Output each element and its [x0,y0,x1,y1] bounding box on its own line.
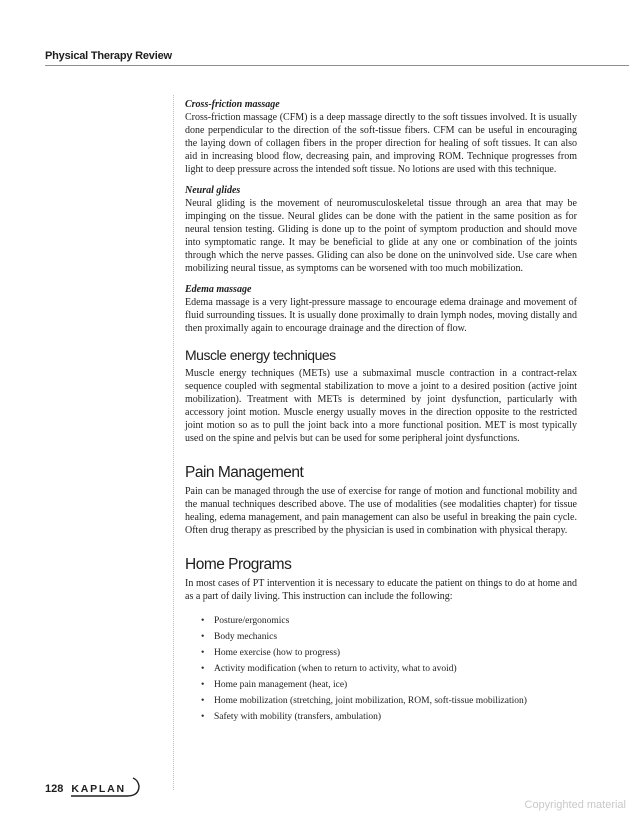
pain-management-paragraph: Pain can be managed through the use of exercise for range of motion and functional mobility and the manual techniques described above. The use of modalities (see modalities chapter) for tissue healing, edema management, and pain management can also be useful in breaking the pain cycle. Often drug therapy as prescribed by the physician is used in combination with physical therapy. [185,486,577,536]
list-item: • Home mobilization (stretching, joint mobilization, ROM, soft-tissue mobilization) [199,693,577,709]
neural-glides-paragraph: Neural gliding is the movement of neuromusculoskeletal tissue through an area that may be impinging on the tissue. Neural glides can be done with the patient in the same position as for neural tension testing. Gliding is done up to the point of symptom production and should move into symptomatic range. It may be beneficial to glide at any one or combination of the joints through which the nerve passes. Gliding can also be done on the uninvolved side. Use care when mobilizing neural tissue, as symptoms can be worsened with too much mobilization. [185,198,577,274]
home-programs-heading: Home Programs [185,556,292,573]
page-body [185,98,577,725]
home-programs-paragraph: In most cases of PT intervention it is necessary to educate the patient on things to do at home and as a part of daily living. This instruction can include the following: [185,578,577,602]
muscle-energy-paragraph: Muscle energy techniques (METs) use a submaximal muscle contraction in a contract-relax sequence coupled with segmental stabilization to move a joint to a desired position (active joint mobilization). Treatment with METs is determined by joint dysfunction, particularly with accessory joint motion. Muscle energy usually moves in the direction opposite to the restricted joint motion so as to pull the joint back into a more functional position. MET is most typically used on the spine and pelvis but can be used for some peripheral joint dysfunctions. [185,368,577,444]
bullet-icon: • [201,664,205,674]
logo-text: KAPLAN [71,783,126,795]
cfm-paragraph: Cross-friction massage (CFM) is a deep massage directly to the soft tissues involved. It is usually done perpendicular to the direction of the soft-tissue fibers. CFM can be useful in encouraging the laying down of collagen fibers in the proper direction for healing of soft tissues. It can also aid in increasing blood flow, decreasing pain, and improving ROM. Technique progresses from light to deep pressure across the intended soft tissue. No lotions are used with this technique. [185,112,577,175]
cfm-heading: Cross-friction massage [185,99,280,110]
page-footer [45,781,132,797]
bullet-icon: • [201,712,205,722]
list-item: • Home exercise (how to progress) [199,645,577,661]
running-head: Physical Therapy Review [45,50,172,62]
edema-massage-heading: Edema massage [185,284,252,295]
list-item: • Home pain management (heat, ice) [199,677,577,693]
header-rule [45,65,629,66]
list-item: • Safety with mobility (transfers, ambulation) [199,709,577,725]
bullet-icon: • [201,616,205,626]
bullet-icon: • [201,696,205,706]
logo-swoosh-icon [65,777,143,799]
home-programs-list [199,613,577,725]
pain-management-heading: Pain Management [185,464,304,481]
bullet-icon: • [201,680,205,690]
page-number: 128 [45,783,64,795]
edema-massage-paragraph: Edema massage is a very light-pressure massage to encourage edema drainage and movement of fluid surrounding tissues. It is usually done proximally to drain lymph nodes, moving distally and then proximally again to encourage drainage and the direction of flow. [185,297,577,334]
margin-rule [173,95,174,790]
bullet-icon: • [201,632,205,642]
muscle-energy-heading: Muscle energy techniques [185,347,336,363]
list-item: • Activity modification (when to return to activity, what to avoid) [199,661,577,677]
kaplan-logo [69,781,132,797]
list-item: • Posture/ergonomics [199,613,577,629]
neural-glides-heading: Neural glides [185,185,241,196]
list-item: • Body mechanics [199,629,577,645]
bullet-icon: • [201,648,205,658]
copyright-watermark: Copyrighted material [524,799,626,811]
